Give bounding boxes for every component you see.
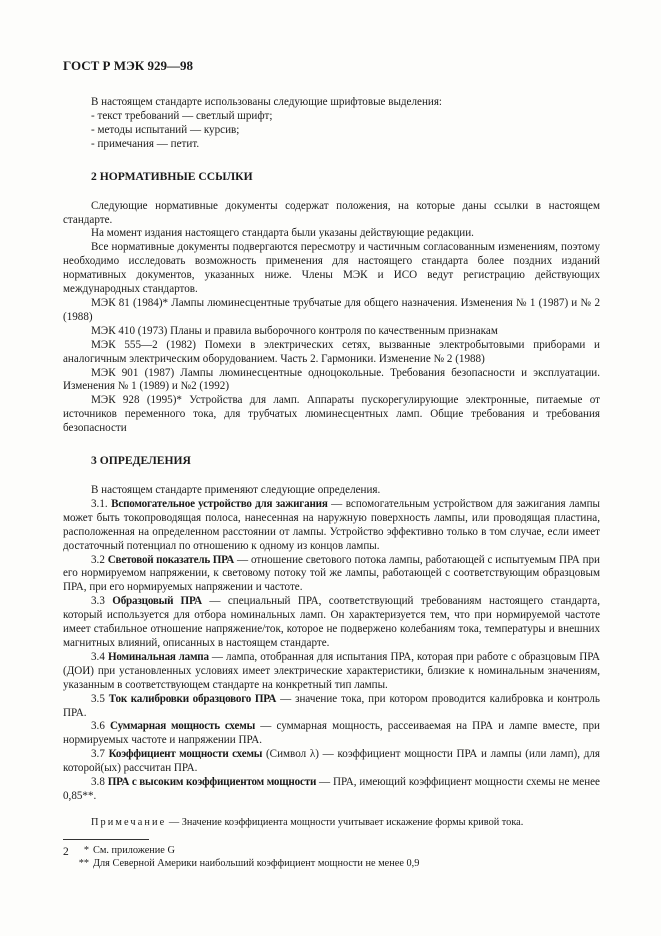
- definition-text: — специальный ПРА, соответствующий требованиям настоящего стандарта, который используется для отбора номинальных ламп. Он характеризуется тем, что при нормируемой частоте имеет стабильное отношение напряжение/ток, которое не подвержено колебаниям тока, температуры и внешних магнитных влияний, описанных в настоящем стандарте.: [63, 595, 600, 649]
- section-3-title: 3 ОПРЕДЕЛЕНИЯ: [91, 454, 191, 468]
- definition-number: 3.4: [91, 650, 105, 663]
- definition-number: 3.6: [91, 720, 105, 733]
- intro-item: - примечания — петит.: [91, 137, 200, 150]
- definition-item: [63, 693, 600, 721]
- page-body: [63, 58, 600, 870]
- footnote-mark: *: [83, 844, 89, 856]
- definition-term: ПРА с высоким коэффициентом мощности: [107, 776, 317, 789]
- note-text: — Значение коэффициента мощности учитывает искажение формы кривой тока.: [166, 816, 524, 828]
- definition-term: Световой показатель ПРА: [107, 553, 235, 566]
- reference-item: МЭК 555—2 (1982) Помехи в электрических сетях, вызванные электробытовыми приборами и аналогичным электрическим оборудованием. Часть 2. Гармоники. Изменение № 2 (1988): [63, 338, 600, 365]
- definition-number: 3.7: [91, 748, 105, 761]
- intro-lead: В настоящем стандарте использованы следующие шрифтовые выделения:: [91, 96, 443, 108]
- definition-item: [63, 720, 600, 748]
- definition-item: [63, 595, 600, 651]
- footnote-text: Для Северной Америки наибольший коэффициент мощности не менее 0,9: [93, 858, 420, 870]
- note-label: Примечание: [91, 816, 167, 828]
- section-2-title: 2 НОРМАТИВНЫЕ ССЫЛКИ: [91, 169, 253, 183]
- note: [63, 816, 600, 830]
- footnote: [63, 857, 600, 870]
- reference-item: МЭК 81 (1984)* Лампы люминесцентные трубчатые для общего назначения. Изменения № 1 (1987) и № 2 (1988): [63, 296, 600, 323]
- definition-number: 3.8: [91, 776, 105, 789]
- definition-term: Образцовый ПРА: [112, 595, 202, 608]
- definition-number: 3.5: [91, 692, 105, 705]
- page-number: 2: [63, 846, 69, 858]
- definition-item: [63, 776, 600, 804]
- footnote-divider: [63, 839, 149, 840]
- section-3-lead: В настоящем стандарте применяют следующие определения.: [91, 484, 381, 497]
- definition-text: (Символ λ) — коэффициент мощности ПРА и лампы (или ламп), для которой(ых) рассчитан ПРА.: [63, 748, 600, 775]
- definition-text: — лампа, отобранная для испытания ПРА, которая при работе с образцовым ПРА (ДОИ) при установленных условиях имеет электрические характеристики, близкие к номинальным значениям, указанным в соответствующем стандарте на конкретный тип лампы.: [63, 650, 600, 691]
- definition-number: 3.2: [91, 553, 105, 566]
- intro-item: - текст требований — светлый шрифт;: [91, 109, 273, 122]
- definition-term: Коэффициент мощности схемы: [108, 748, 263, 761]
- definition-number: 3.1.: [91, 497, 108, 510]
- footnote-text: См. приложение G: [93, 844, 175, 856]
- definition-term: Ток калибровки образцового ПРА: [108, 692, 277, 705]
- definition-item: [63, 651, 600, 693]
- definition-term: Номинальная лампа: [107, 650, 209, 663]
- definition-text: — суммарная мощность, рассеиваемая на ПРА и лампе вместе, при нормируемых частоте и напряжении ПРА.: [63, 720, 600, 747]
- definition-text: — значение тока, при котором проводится калибровка и контроль ПРА.: [63, 692, 600, 719]
- intro-item: - методы испытаний — курсив;: [91, 123, 240, 136]
- section-2-para: Следующие нормативные документы содержат положения, на которые даны ссылки в настоящем стандарте.: [63, 199, 600, 226]
- definition-term: Вспомогательное устройство для зажигания: [111, 497, 328, 510]
- definition-text: — вспомогательным устройством для зажигания лампы может быть токопроводящая полоса, нанесенная на наружную поверхность лампы, или проводящая пластина, расположенная на определенном расстоянии от лампы. Устройство эффективно только в том случае, если имеет достаточный потенциал по отношению к одному из концов лампы.: [63, 497, 600, 552]
- definition-item: [63, 748, 600, 776]
- definition-number: 3.3: [91, 595, 105, 608]
- section-2-para: На момент издания настоящего стандарта были указаны действующие редакции.: [91, 227, 474, 240]
- section-2-para: Все нормативные документы подвергаются пересмотру и частичным согласованным изменениям, поэтому необходимо исследовать возможность применения для настоящего стандарта более поздних изданий нормативных документов, указанных ниже. Члены МЭК и ИСО ведут регистрацию действующих международных стандартов.: [63, 241, 600, 296]
- reference-item: МЭК 901 (1987) Лампы люминесцентные одноцокольные. Требования безопасности и эксплуатации. Изменения № 1 (1989) и №2 (1992): [63, 366, 600, 393]
- document-header: ГОСТ Р МЭК 929—98: [63, 58, 193, 73]
- footnote: [63, 844, 600, 857]
- footnote-mark: **: [78, 858, 89, 870]
- definition-item: [63, 498, 600, 554]
- definition-text: — ПРА, имеющий коэффициент мощности схемы не менее 0,85**.: [63, 776, 600, 802]
- definition-term: Суммарная мощность схемы: [110, 720, 256, 733]
- reference-item: МЭК 410 (1973) Планы и правила выборочного контроля по качественным признакам: [91, 324, 498, 337]
- reference-item: МЭК 928 (1995)* Устройства для ламп. Аппараты пускорегулирующие электронные, питаемые от источников переменного тока, для трубчатых люминесцентных ламп. Общие требования и требования безопасности: [63, 394, 600, 435]
- definition-item: [63, 554, 600, 596]
- definition-text: — отношение светового потока лампы, работающей с испытуемым ПРА при его нормируемом напряжении, к световому потоку той же лампы, работающей с соответствующим образцовым ПРА, при его нормируемых напряжении и частоте.: [63, 553, 600, 594]
